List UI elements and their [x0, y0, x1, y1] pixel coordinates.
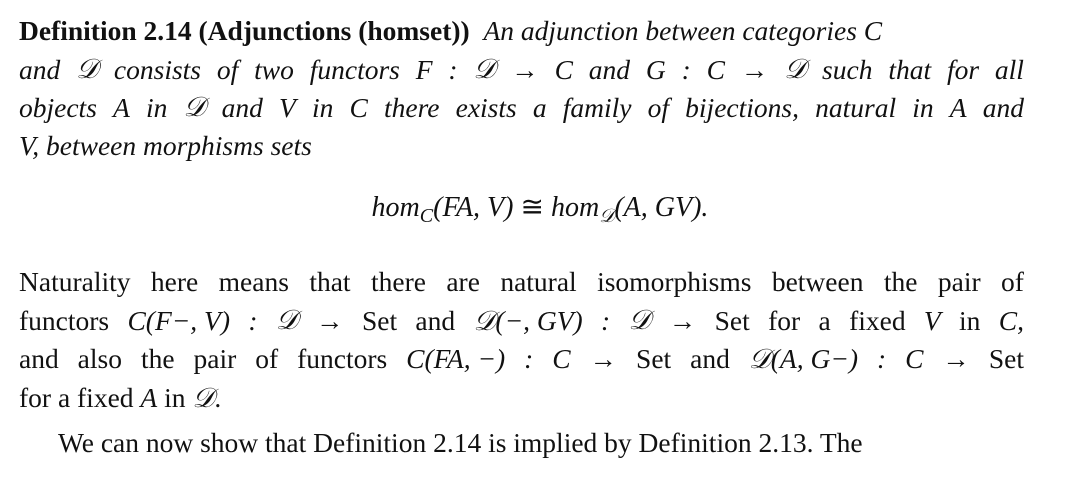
definition-line-1: [19, 17, 882, 45]
equation-hom-right: hom: [550, 192, 600, 223]
equation-left-args: (FA, V): [433, 192, 514, 223]
paragraph-line-2: functors C(F−, V) : 𝒟 → Set and 𝒟(−, GV) : 𝒟 → Set for a fixed V in C,: [19, 304, 1024, 337]
equation-subscript-d: 𝒟: [599, 205, 615, 227]
display-equation: [0, 190, 1080, 227]
definition-heading: Definition 2.14 (Adjunctions (homset)): [19, 15, 470, 46]
continuation-line: We can now show that Definition 2.14 is implied by Definition 2.13. The: [58, 427, 863, 458]
definition-line-3: objects A in 𝒟 and V in C there exists a family of bijections, natural in A and: [19, 91, 1024, 123]
equation-congruence: ≅: [520, 192, 544, 223]
paragraph-line-3: and also the pair of functors C(FA, −) : C → Set and 𝒟(A, G−) : C → Set: [19, 343, 1024, 375]
equation-subscript-c: C: [419, 205, 434, 227]
paragraph-line-4: for a fixed A in 𝒟.: [19, 382, 222, 414]
definition-text-1: An adjunction between categories C: [483, 15, 883, 46]
paragraph-line-1: Naturality here means that there are natural isomorphisms between the pair of: [19, 266, 1024, 297]
equation-hom-left: hom: [371, 192, 420, 223]
definition-line-4: V, between morphisms sets: [19, 130, 312, 161]
definition-line-2: and 𝒟 consists of two functors F : 𝒟 → C and G : C → 𝒟 such that for all: [19, 53, 1024, 85]
equation-right-args: (A, GV).: [614, 192, 709, 223]
